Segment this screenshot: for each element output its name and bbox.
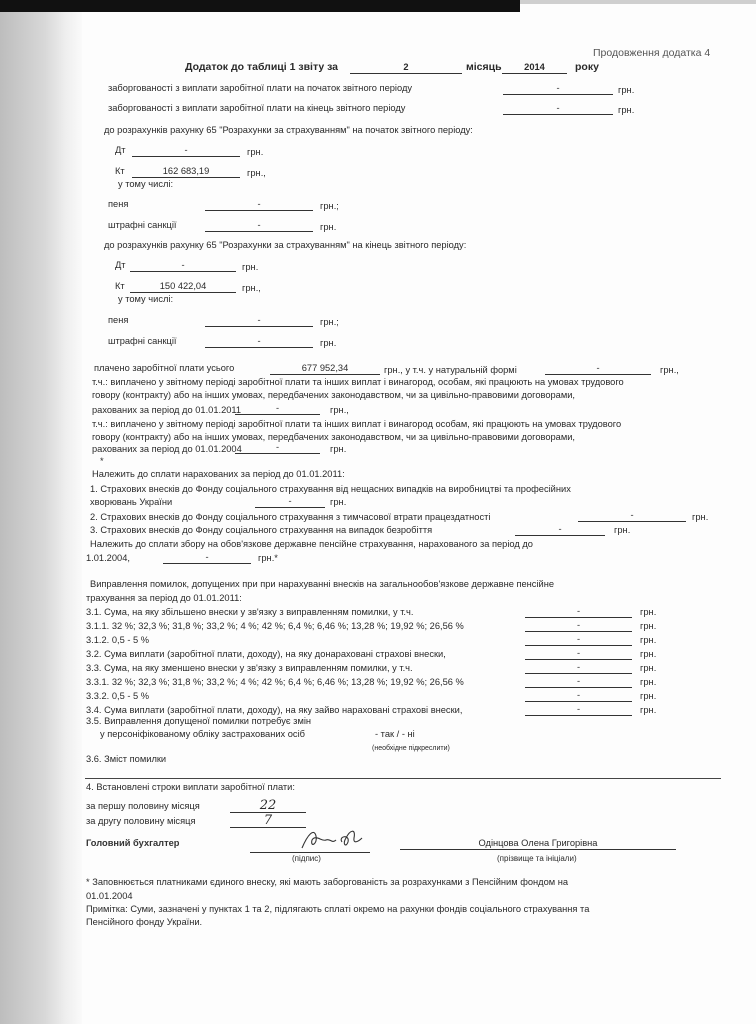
correction-row-label: 3.3. Сума, на яку зменшено внески у зв'язку з виправленням помилки, у т.ч. — [86, 663, 413, 673]
unit: грн. — [640, 621, 657, 631]
unit: грн. — [320, 222, 337, 232]
penalty-label: пеня — [108, 199, 129, 209]
kt-end-value: 150 422,04 — [130, 281, 236, 293]
second-half-value: 7 — [230, 814, 306, 828]
unit: грн. — [640, 649, 657, 659]
year-label: року — [575, 61, 599, 73]
month-value: 2 — [350, 62, 462, 74]
due-item2-value: - — [578, 510, 686, 522]
unit: грн., — [660, 365, 679, 375]
account-start-heading: до розрахунків рахунку 65 "Розрахунки за страхуванням" на початок звітного періоду: — [104, 125, 473, 135]
correction-row-value: - — [525, 634, 632, 646]
account-end-heading: до розрахунків рахунку 65 "Розрахунки за страхуванням" на кінець звітного періоду: — [104, 240, 467, 250]
unit: грн. — [614, 525, 631, 535]
paid-p1-value: - — [235, 403, 320, 415]
first-half-value: 22 — [230, 799, 306, 813]
penalty-start-value: - — [205, 199, 313, 211]
month-label: місяць — [466, 61, 502, 73]
kt-label: Кт — [115, 166, 125, 176]
paid-total-value: 677 952,34 — [270, 363, 380, 375]
debt-start-value: - — [503, 83, 613, 95]
incl-label: у тому числі: — [118, 294, 174, 304]
dt-label: Дт — [115, 260, 126, 270]
choice-hint: (необхідне підкреслити) — [372, 745, 450, 752]
paid-p1-line1: т.ч.: виплачено у звітному періоді заробітної плати та інших виплат і винагород, особам, які працюють на умовах трудового — [92, 377, 624, 387]
note-line1: Примітка: Суми, зазначені у пунктах 1 та 2, підлягають сплаті окремо на рахунки фондів соціального страхування та — [86, 904, 590, 914]
second-half-label: за другу половину місяця — [86, 816, 196, 826]
correction-3-5-line1: 3.5. Виправлення допущеної помилки потребує змін — [86, 716, 312, 726]
paid-p1-line3: рахованих за період до 01.01.2011 — [92, 405, 242, 415]
chief-accountant-label: Головний бухгалтер — [86, 838, 180, 848]
due-item1-line2: хворювань України — [90, 497, 173, 507]
first-half-label: за першу половину місяця — [86, 801, 200, 811]
unit: грн. — [640, 635, 657, 645]
corrections-heading-line1: Виправлення помилок, допущених при при нарахуванні внесків на загальнообов'язкове державне пенсійне — [90, 579, 555, 589]
unit: грн. — [640, 677, 657, 687]
year-value: 2014 — [502, 62, 567, 74]
asterisk: * — [100, 456, 104, 466]
paid-p1-line2: говору (контракту) або на інших умовах, передбачених законодавством, чи за цивільно-правовими договорами, — [92, 390, 576, 400]
pension-line2: 1.01.2004, — [86, 553, 130, 563]
paid-p2-line1: т.ч.: виплачено у звітному періоді заробітної плати та інших виплат і винагород особам, які працюють на умовах трудового — [92, 419, 622, 429]
signature-caption: (підпис) — [292, 854, 321, 863]
correction-row-value: - — [525, 606, 632, 618]
correction-row-value: - — [525, 676, 632, 688]
due-item3: 3. Страхових внесків до Фонду соціального страхування на випадок безробіття — [90, 525, 433, 535]
kt-label: Кт — [115, 281, 125, 291]
unit: грн. — [320, 338, 337, 348]
scan-shadow — [0, 0, 82, 1024]
correction-row-label: 3.3.2. 0,5 - 5 % — [86, 691, 150, 701]
fines-start-value: - — [205, 220, 313, 232]
unit: грн. — [330, 444, 347, 454]
pension-value: - — [163, 552, 251, 564]
unit: грн., — [247, 168, 266, 178]
unit: грн. — [618, 105, 635, 115]
debt-start-label: заборгованості з виплати заробітної плати на початок звітного періоду — [108, 83, 413, 93]
correction-row-label: 3.4. Сума виплати (заробітної плати, доходу), на яку зайво нараховані страхові внески, — [86, 705, 463, 715]
unit: грн. — [640, 607, 657, 617]
correction-row-value: - — [525, 690, 632, 702]
paid-mid-label: грн., у т.ч. у натуральній формі — [384, 365, 517, 375]
paid-p2-line3: рахованих за період до 01.01.2004 — [92, 444, 242, 454]
due-item1-value: - — [255, 496, 325, 508]
debt-end-label: заборгованості з виплати заробітної плати на кінець звітного періоду — [108, 103, 406, 113]
pension-line1: Належить до сплати збору на обов'язкове державне пенсійне страхування, нарахованого за період до — [90, 539, 533, 549]
unit: грн., — [242, 283, 261, 293]
correction-3-5-line2: у персоніфікованому обліку застрахованих осіб — [100, 729, 305, 739]
correction-row-value: - — [525, 648, 632, 660]
unit: грн. — [640, 705, 657, 715]
correction-row-label: 3.1.2. 0,5 - 5 % — [86, 635, 150, 645]
terms-heading: 4. Встановлені строки виплати заробітної плати: — [86, 782, 295, 792]
paid-p2-value: - — [235, 442, 320, 454]
unit: грн., — [330, 405, 349, 415]
dt-start-value: - — [132, 145, 240, 157]
dt-label: Дт — [115, 145, 126, 155]
unit: грн. — [618, 85, 635, 95]
fines-end-value: - — [205, 336, 313, 348]
unit: грн. — [247, 147, 264, 157]
unit: грн. — [242, 262, 259, 272]
scan-edge — [0, 0, 520, 12]
fines-label: штрафні санкції — [108, 336, 177, 346]
name-caption: (прізвище та ініціали) — [497, 854, 577, 863]
footnote-line2: 01.01.2004 — [86, 891, 133, 901]
paid-natural-value: - — [545, 363, 651, 375]
unit: грн. — [640, 691, 657, 701]
signature-line — [250, 840, 370, 853]
unit: грн. — [640, 663, 657, 673]
penalty-end-value: - — [205, 315, 313, 327]
correction-row-value: - — [525, 662, 632, 674]
correction-row-label: 3.1. Сума, на яку збільшено внески у зв'язку з виправленням помилки, у т.ч. — [86, 607, 414, 617]
due-item2: 2. Страхових внесків до Фонду соціального страхування з тимчасової втрати працездатності — [90, 512, 491, 522]
correction-row-label: 3.2. Сума виплати (заробітної плати, доходу), на яку донараховані страхові внески, — [86, 649, 446, 659]
paid-label: плачено заробітної плати усього — [94, 363, 235, 373]
footnote-line1: * Заповнюється платниками єдиного внеску, які мають заборгованість за розрахунками з Пенсійним фондом на — [86, 877, 569, 887]
unit: грн.; — [320, 317, 339, 327]
continuation-label: Продовження додатка 4 — [593, 47, 711, 59]
penalty-label: пеня — [108, 315, 129, 325]
correction-row-value: - — [525, 704, 632, 716]
due-item3-value: - — [515, 524, 605, 536]
unit: грн.* — [258, 553, 278, 563]
due-item1-line1: 1. Страхових внесків до Фонду соціального страхування від нещасних випадків на виробництві та професійних — [90, 484, 571, 494]
scan-edge-gray — [520, 0, 756, 4]
debt-end-value: - — [503, 103, 613, 115]
yes-no-choice: - так / - ні — [375, 729, 415, 739]
unit: грн.; — [320, 201, 339, 211]
paid-p2-line2: говору (контракту) або на інших умовах, передбачених законодавством, чи за цивільно-правовими договорами, — [92, 432, 576, 442]
kt-start-value: 162 683,19 — [132, 166, 240, 178]
signature-image — [298, 826, 378, 852]
dt-end-value: - — [130, 260, 236, 272]
page-title: Додаток до таблиці 1 звіту за — [185, 61, 339, 73]
accountant-name: Одінцова Олена Григорівна — [400, 838, 676, 850]
correction-row-label: 3.1.1. 32 %; 32,3 %; 31,8 %; 33,2 %; 4 %; 42 %; 6,4 %; 6,46 %; 13,28 %; 19,92 %; 26,56 % — [86, 621, 464, 631]
corrections-heading-line2: трахування за період до 01.01.2011: — [86, 593, 242, 603]
fines-label: штрафні санкції — [108, 220, 177, 230]
unit: грн. — [330, 497, 347, 507]
due-heading: Належить до сплати нарахованих за період до 01.01.2011: — [92, 469, 345, 479]
correction-row-label: 3.3.1. 32 %; 32,3 %; 31,8 %; 33,2 %; 4 %; 42 %; 6,4 %; 6,46 %; 13,28 %; 19,92 %; 26,56 % — [86, 677, 464, 687]
unit: грн. — [692, 512, 709, 522]
divider — [85, 778, 721, 779]
incl-label: у тому числі: — [118, 179, 174, 189]
note-line2: Пенсійного фонду України. — [86, 917, 203, 927]
correction-3-6: 3.6. Зміст помилки — [86, 754, 167, 764]
correction-row-value: - — [525, 620, 632, 632]
